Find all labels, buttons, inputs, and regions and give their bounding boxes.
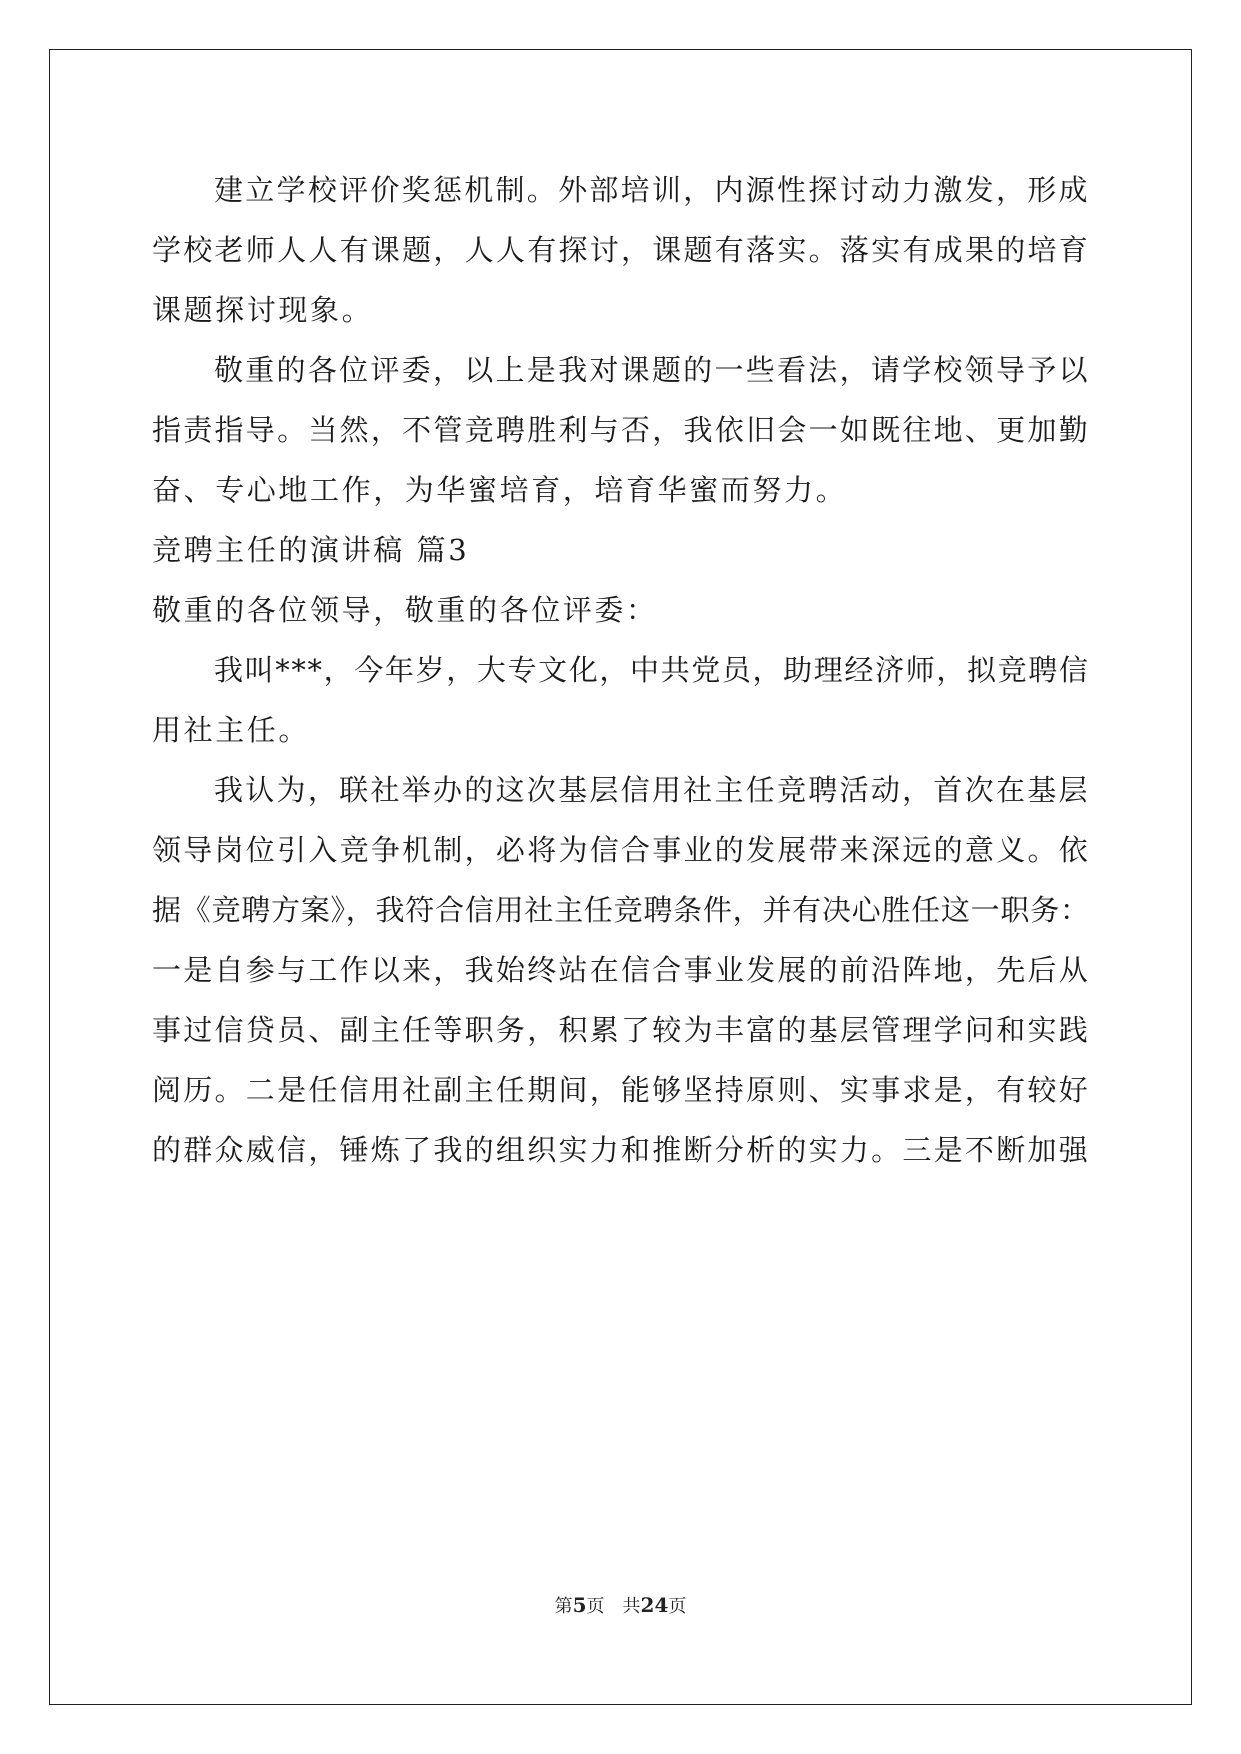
paragraph-line: 课题探讨现象。 — [152, 293, 374, 327]
paragraph-line: 敬重的各位评委，以上是我对课题的一些看法，请学校领导予以 — [214, 353, 1090, 387]
paragraph-line: 事过信贷员、副主任等职务，积累了较为丰富的基层管理学问和实践 — [152, 1013, 1091, 1047]
paragraph-line: 的群众威信，锤炼了我的组织实力和推断分析的实力。三是不断加强 — [152, 1133, 1091, 1167]
page-footer — [0, 1592, 1241, 1618]
paragraph-line: 一是自参与工作以来，我始终站在信合事业发展的前沿阵地，先后从 — [152, 953, 1091, 987]
paragraph-line: 领导岗位引入竞争机制，必将为信合事业的发展带来深远的意义。依 — [152, 833, 1091, 867]
paragraph-line: 我叫***，今年岁，大专文化，中共党员，助理经济师，拟竞聘信 — [214, 653, 1090, 687]
footer-prefix: 第 — [554, 1596, 573, 1617]
paragraph-line: 学校老师人人有课题，人人有探讨，课题有落实。落实有成果的培育 — [152, 233, 1091, 267]
paragraph-line: 奋、专心地工作，为华蜜培育，培育华蜜而努力。 — [152, 473, 848, 507]
salutation: 敬重的各位领导，敬重的各位评委： — [152, 593, 658, 627]
paragraph-line: 据《竞聘方案》，我符合信用社主任竞聘条件，并有决心胜任这一职务： — [152, 893, 1090, 927]
paragraph-line: 指责指导。当然，不管竞聘胜利与否，我依旧会一如既往地、更加勤 — [152, 413, 1091, 447]
footer-mid: 页 共 — [586, 1596, 641, 1617]
paragraph-line: 我认为，联社举办的这次基层信用社主任竞聘活动，首次在基层 — [214, 773, 1090, 807]
paragraph-line: 建立学校评价奖惩机制。外部培训，内源性探讨动力激发，形成 — [214, 173, 1090, 207]
paragraph-line: 阅历。二是任信用社副主任期间，能够坚持原则、实事求是，有较好 — [152, 1073, 1091, 1107]
footer-page-number: 5 — [572, 1593, 587, 1617]
paragraph-line: 用社主任。 — [152, 713, 311, 747]
section-heading: 竞聘主任的演讲稿 篇3 — [152, 533, 470, 567]
footer-total-pages: 24 — [640, 1593, 669, 1617]
footer-suffix: 页 — [668, 1596, 687, 1617]
